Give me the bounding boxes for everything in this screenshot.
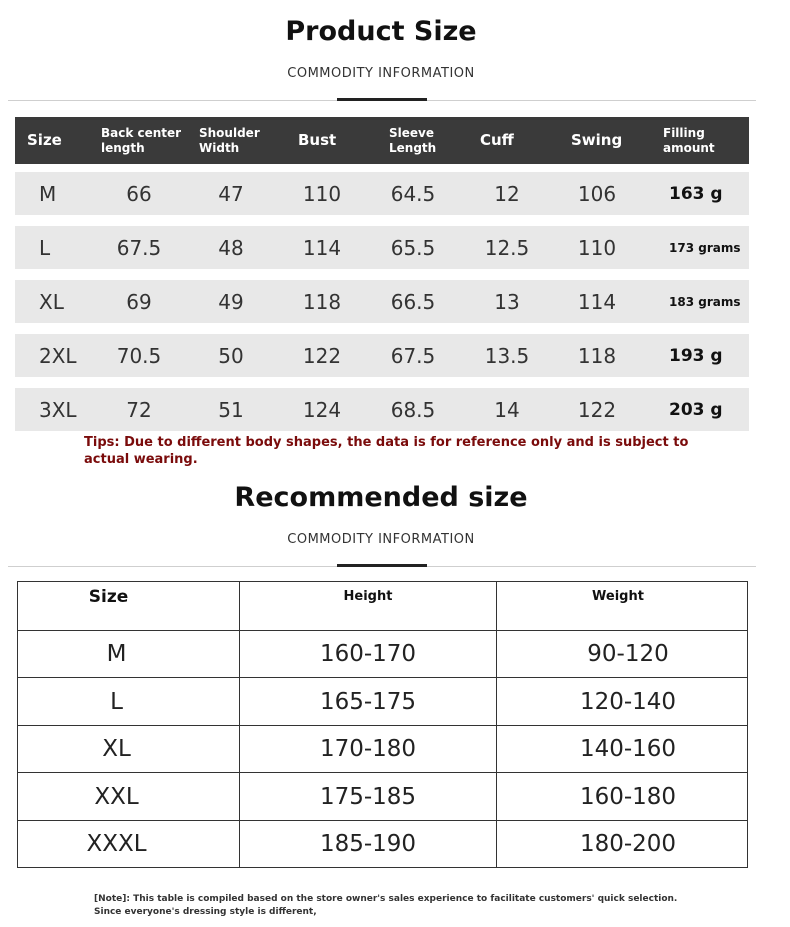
cell-cuff: 13	[494, 289, 520, 314]
cell-sleeve-length: 67.5	[390, 343, 436, 368]
cell-swing: 106	[577, 181, 617, 206]
cell-back-center-length: 66	[126, 181, 152, 206]
table-row	[15, 280, 749, 323]
cell-size: L	[39, 235, 51, 260]
commodity-information-subtitle: COMMODITY INFORMATION	[287, 532, 475, 547]
header-size: Size	[27, 131, 62, 149]
cell-size: 2XL	[39, 343, 77, 368]
recommended-size-title: Recommended size	[234, 482, 528, 513]
cell-bust: 122	[302, 343, 342, 368]
table-row	[15, 388, 749, 431]
cell-size: L	[110, 688, 123, 715]
cell-swing: 118	[577, 343, 617, 368]
note-text: [Note]: This table is compiled based on the store owner's sales experience to facilitate customers' quick selection. Since everyone's dressing style is different,	[94, 894, 678, 917]
cell-shoulder-width: 50	[218, 343, 244, 368]
cell-size: XL	[102, 736, 131, 762]
cell-bust: 110	[302, 181, 342, 206]
header-weight: Weight	[592, 589, 644, 604]
cell-back-center-length: 70.5	[116, 343, 162, 368]
cell-height: 170-180	[319, 736, 417, 762]
table-row	[15, 172, 749, 215]
cell-size: M	[39, 181, 57, 206]
cell-shoulder-width: 51	[218, 397, 244, 422]
product-size-title: Product Size	[285, 16, 477, 47]
cell-back-center-length: 67.5	[116, 235, 162, 260]
cell-weight: 140-160	[579, 736, 677, 762]
cell-bust: 124	[302, 397, 342, 422]
header-size: Size	[88, 587, 129, 607]
accent-bar	[337, 564, 427, 567]
cell-bust: 114	[302, 235, 342, 260]
cell-size: 3XL	[39, 397, 77, 422]
cell-cuff: 13.5	[484, 343, 530, 368]
header-filling-amount: Filling amount	[663, 125, 715, 155]
product-size-table-header	[15, 117, 749, 164]
cell-sleeve-length: 64.5	[390, 181, 436, 206]
cell-cuff: 14	[494, 397, 520, 422]
cell-height: 185-190	[319, 831, 417, 857]
cell-filling-amount: 163 g	[669, 183, 723, 204]
cell-swing: 114	[577, 289, 617, 314]
cell-cuff: 12	[494, 181, 520, 206]
table-row	[15, 226, 749, 269]
header-height: Height	[343, 589, 393, 604]
cell-filling-amount: 203 g	[669, 399, 723, 420]
cell-weight: 160-180	[579, 783, 677, 810]
cell-weight: 90-120	[587, 641, 669, 667]
cell-shoulder-width: 47	[218, 181, 244, 206]
header-swing: Swing	[571, 131, 623, 149]
cell-sleeve-length: 68.5	[390, 397, 436, 422]
cell-sleeve-length: 66.5	[390, 289, 436, 314]
cell-height: 165-175	[319, 688, 417, 715]
cell-sleeve-length: 65.5	[390, 235, 436, 260]
header-back-center-length: Back center length	[101, 125, 182, 155]
commodity-information-subtitle: COMMODITY INFORMATION	[287, 66, 475, 81]
cell-size: XXL	[94, 783, 139, 810]
cell-weight: 120-140	[579, 688, 677, 715]
cell-size: XXXL	[86, 831, 147, 857]
cell-back-center-length: 72	[126, 397, 152, 422]
cell-size: M	[106, 641, 127, 667]
header-sleeve-length: Sleeve Length	[389, 125, 437, 155]
cell-bust: 118	[302, 289, 342, 314]
cell-height: 175-185	[319, 783, 417, 810]
header-shoulder-width: Shoulder Width	[199, 125, 260, 155]
header-bust: Bust	[298, 131, 337, 149]
accent-bar	[337, 98, 427, 101]
tips-text: Tips: Due to different body shapes, the data is for reference only and is subject to actual wearing.	[84, 435, 689, 467]
cell-swing: 110	[577, 235, 617, 260]
cell-height: 160-170	[319, 641, 417, 667]
cell-filling-amount: 173 grams	[669, 240, 741, 255]
cell-shoulder-width: 48	[218, 235, 244, 260]
cell-cuff: 12.5	[484, 235, 530, 260]
cell-shoulder-width: 49	[218, 289, 244, 314]
cell-weight: 180-200	[579, 831, 677, 857]
cell-filling-amount: 183 grams	[669, 294, 741, 309]
header-cuff: Cuff	[480, 131, 514, 149]
table-row	[15, 334, 749, 377]
cell-swing: 122	[577, 397, 617, 422]
cell-size: XL	[39, 289, 64, 314]
recommended-size-table	[17, 581, 748, 868]
cell-back-center-length: 69	[126, 289, 152, 314]
cell-filling-amount: 193 g	[669, 345, 723, 366]
